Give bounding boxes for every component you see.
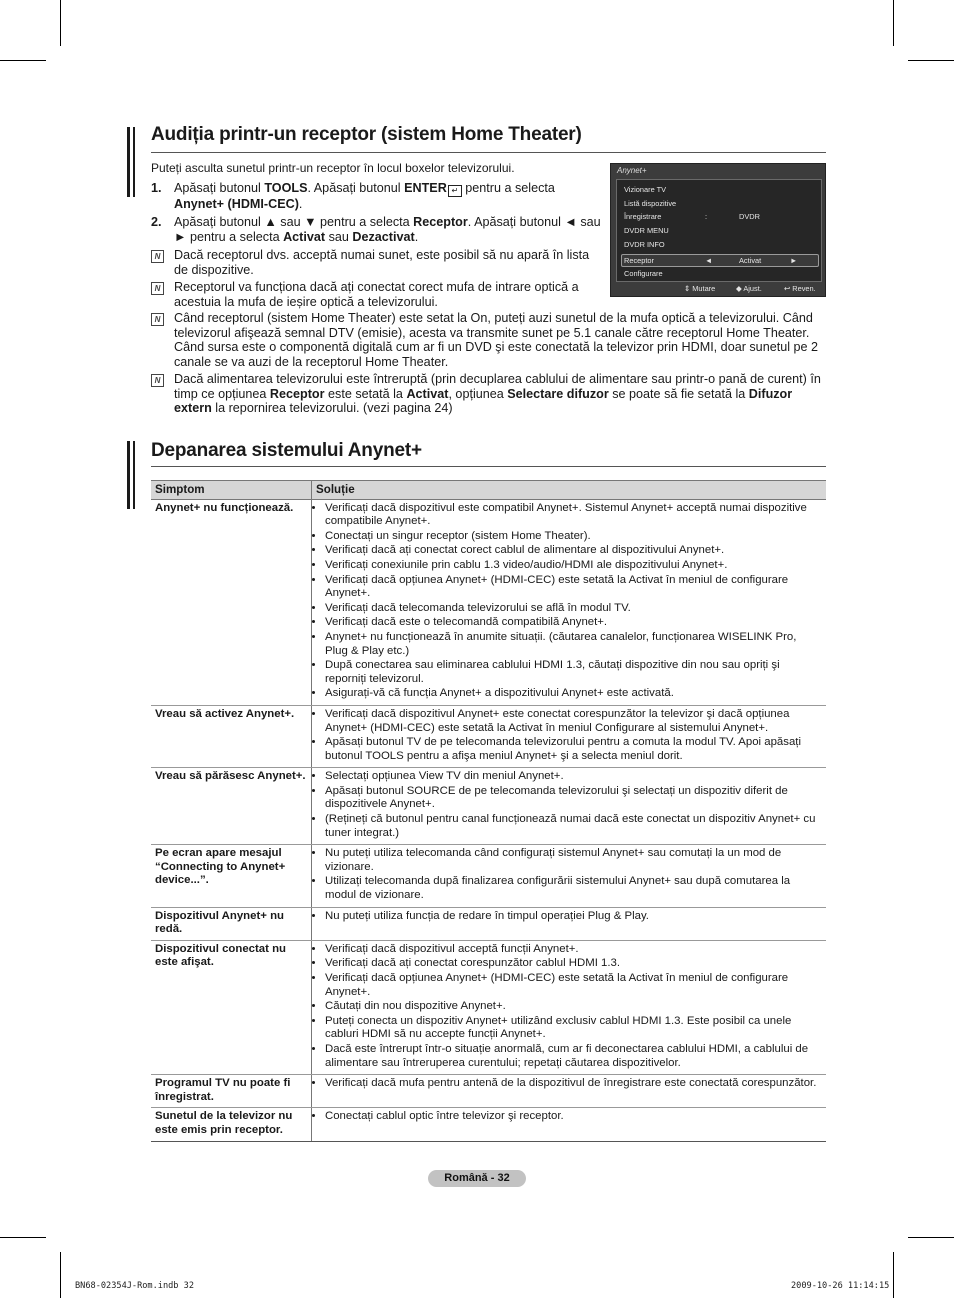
section-bar [127,127,130,197]
osd-item-dvdr-info[interactable]: DVDR INFO [624,240,665,249]
table-row [151,499,826,705]
solution-item: • Puteți conecta un dispozitiv Anynet+ utilizând exclusiv cablul HDMI 1.3. Este posibil ca unele cabluri HDMI să nu accepte funcții Anynet+. [325,1015,822,1042]
solution-list [316,847,822,902]
table-row [151,705,826,767]
solution-cell [312,940,827,1074]
step-number: 2. [151,215,162,229]
footer-file: BN68-02354J-Rom.indb 32 [75,1281,194,1291]
osd-hint-move: ⇕ Mutare [684,284,716,293]
note-icon: N [151,282,164,295]
solution-cell [312,845,827,907]
osd-rec-sep: : [705,212,708,221]
solution-item: • Asigurați-vă că funcția Anynet+ a dispozitivului Anynet+ este activată. [325,687,822,701]
solution-cell [312,768,827,845]
solution-item: • (Rețineți că butonul pentru canal funcționează numai dacă este conectat un dispozitiv Anynet+ cu tuner integrat.) [325,813,822,840]
crop-mark [908,1237,954,1238]
solution-item: • După conectarea sau eliminarea cablului HDMI 1.3, căutați dispozitive din nou sau opriți şi reporniți televizorul. [325,659,822,686]
solution-cell [312,499,827,705]
solution-item: • Verificați dacă opțiunea Anynet+ (HDMI-CEC) este setată la Activat în meniul de configurare Anynet+. [325,972,822,999]
solution-item: • Verificați dacă ați conectat corespunzător cablul HDMI 1.3. [325,957,822,971]
solution-item: • Verificați dacă este o telecomandă compatibilă Anynet+. [325,616,822,630]
solution-cell [312,1075,827,1108]
solution-item: • Conectați cablul optic între televizor şi receptor. [325,1110,822,1124]
solution-item: • Verificați dacă telecomanda televizorului se află în modul TV. [325,602,822,616]
troubleshooting-table [151,480,826,1142]
enter-icon: ↵ [448,185,462,197]
solution-list [316,943,822,1070]
solution-list [316,708,822,763]
osd-item-vizionare[interactable]: Vizionare TV [624,185,667,194]
intro-text: Puteți asculta sunetul printr-un receptor în locul boxelor televizorului. [151,161,515,175]
column-header-solution: Soluție [312,481,827,500]
note-text: Dacă receptorul dvs. acceptă numai sunet, este posibil să nu apară în lista de dispozitive. [174,248,590,277]
step-2-text: Apăsați butonul ▲ sau ▼ pentru a selecta Receptor. Apăsați butonul ◄ sau ► pentru a selecta Activat sau Dezactivat. [174,215,601,244]
step-number: 1. [151,181,162,195]
solution-item: • Verificați dacă mufa pentru antenă de la dispozitivul de înregistrare este conectată corespunzător. [325,1077,822,1091]
osd-item-configurare[interactable]: Configurare [624,269,663,278]
solution-item: • Verificați dacă dispozitivul Anynet+ este conectat corespunzător la televizor şi dacă opțiunea Anynet+ (HDMI-CEC) este setată la Activat în meniul Configurare al sistemului Anynet+. [325,708,822,735]
symptom-cell: Anynet+ nu funcționează. [151,499,312,705]
solution-item: • Conectați un singur receptor (sistem Home Theater). [325,530,822,544]
solution-list [316,770,822,840]
solution-item: • Nu puteți utiliza telecomanda când configurați sistemul Anynet+ sau comutați la un mod de vizionare. [325,847,822,874]
arrow-right-icon[interactable]: ► [790,256,798,265]
solution-item: • Verificați conexiunile prin cablu 1.3 video/audio/HDMI ale dispozitivului Anynet+. [325,559,822,573]
table-body [151,499,826,1141]
solution-cell [312,705,827,767]
note-text: Receptorul va funcționa dacă ați conectat corect mufa de intrare optică a acestuia la mufa de ieșire optică a televizorului. [174,280,579,309]
footer-datetime: 2009-10-26 11:14:15 [791,1281,890,1291]
solution-item: • Verificați dacă dispozitivul este compatibil Anynet+. Sistemul Anynet+ acceptă numai dispozitive compatibile Anynet+. [325,502,822,529]
osd-item-receptor[interactable]: Receptor [624,256,654,265]
solution-item: • Apăsați butonul TV de pe telecomanda televizorului pentru a comuta la modul TV. Apoi apăsați butonul TOOLS pentru a afişa meniul Anynet+ şi a selecta meniul dorit. [325,736,822,763]
table-row [151,768,826,845]
symptom-cell: Vreau să activez Anynet+. [151,705,312,767]
osd-hint-adjust: ◆ Ajust. [736,284,762,293]
page-number: Română - 32 [428,1170,526,1187]
solution-list [316,1110,822,1124]
osd-hint-return: ↩ Reven. [784,284,816,293]
solution-item: • Verificați dacă ați conectat corect cablul de alimentare al dispozitivului Anynet+. [325,544,822,558]
osd-receptor-value: Activat [739,256,762,265]
section-rule [151,152,826,153]
osd-item-inregistrare[interactable]: Înregistrare [624,212,662,221]
symptom-cell: Pe ecran apare mesajul “Connecting to Anynet+ device...”. [151,845,312,907]
crop-mark [60,1252,61,1298]
arrow-left-icon[interactable]: ◄ [705,256,713,265]
note-icon: N [151,250,164,263]
symptom-cell: Programul TV nu poate fi înregistrat. [151,1075,312,1108]
solution-item: • Căutați din nou dispozitive Anynet+. [325,1000,822,1014]
crop-mark [60,0,61,46]
crop-mark [908,60,954,61]
note-text: Dacă alimentarea televizorului este întreruptă (prin decuplarea cablului de alimentare sau printr-o pană de curent) în timp ce opțiunea Receptor este setată la Activat, opțiunea Selectare difuzor se poate să fie setată la Difuzor extern la repornirea televizorului. (vezi pagina 24) [174,372,821,415]
solution-cell [312,907,827,940]
column-header-symptom: Simptom [151,481,312,500]
section-rule [151,466,826,467]
note-icon: N [151,374,164,387]
solution-item: • Verificați dacă dispozitivul acceptă funcții Anynet+. [325,943,822,957]
solution-list [316,910,822,924]
solution-list [316,502,822,701]
anynet-osd-screen [610,163,826,297]
solution-cell [312,1108,827,1141]
osd-item-dvdr-menu[interactable]: DVDR MENU [624,226,669,235]
table-header-row [151,481,826,500]
crop-mark [0,60,46,61]
symptom-cell: Sunetul de la televizor nu este emis prin receptor. [151,1108,312,1141]
section-title-depanare: Depanarea sistemului Anynet+ [151,440,422,461]
osd-menu-panel [616,179,822,282]
solution-item: • Selectați opțiunea View TV din meniul Anynet+. [325,770,822,784]
solution-item: • Nu puteți utiliza funcția de redare în timpul operației Plug & Play. [325,910,822,924]
solution-item: • Apăsați butonul SOURCE de pe telecomanda televizorului şi selectați un dispozitiv diferit de dispozitivele Anynet+. [325,785,822,812]
section-title-receptor: Audiția printr-un receptor (sistem Home Theater) [151,124,582,145]
section-bar [127,441,130,509]
table-row [151,907,826,940]
solution-item: • Anynet+ nu funcționează în anumite situații. (căutarea canalelor, funcționarea WISELINK Pro, Plug & Play etc.) [325,631,822,658]
osd-rec-value: DVDR [739,212,760,221]
table-row [151,1075,826,1108]
symptom-cell: Dispozitivul conectat nu este afişat. [151,940,312,1074]
crop-mark [893,0,894,46]
solution-item: • Dacă este întrerupt într-o situație anormală, cum ar fi deconectarea cablului HDMI, a cablului de alimentare sau întreruperea curentului; repetați căutarea dispozitivelor. [325,1043,822,1070]
solution-item: • Verificați dacă opțiunea Anynet+ (HDMI-CEC) este setată la Activat în meniul de configurare Anynet+. [325,574,822,601]
table-row [151,845,826,907]
note-text: Când receptorul (sistem Home Theater) este setat la On, puteți auzi sunetul de la mufa optică a televizorului. Când televizorul afişează semnal DTV (emisie), acesta va transmite sunet pe 5.1 canale către receptorul Home Theater. Când sursa este o componentă digitală cum ar fi un DVD şi este conectată la televizor prin HDMI, doar sunetul pe 2 canale se va auzi de la receptorul Home Theater. [174,311,819,369]
solution-list [316,1077,822,1091]
note-icon: N [151,313,164,326]
crop-mark [0,1237,46,1238]
step-1-text: Apăsați butonul TOOLS. Apăsați butonul ENTER ↵ pentru a selecta Anynet+ (HDMI-CEC). [174,181,555,211]
table-row [151,940,826,1074]
section-bar [133,441,135,509]
section-bar [133,127,135,197]
crop-mark [893,1252,894,1298]
osd-item-lista[interactable]: Listă dispozitive [624,199,677,208]
solution-item: • Utilizați telecomanda după finalizarea configurării sistemului Anynet+ sau după comutarea la modul de vizionare. [325,875,822,902]
symptom-cell: Dispozitivul Anynet+ nu redă. [151,907,312,940]
table-row [151,1108,826,1141]
anynet-logo: Anynet+ [617,166,647,175]
symptom-cell: Vreau să părăsesc Anynet+. [151,768,312,845]
